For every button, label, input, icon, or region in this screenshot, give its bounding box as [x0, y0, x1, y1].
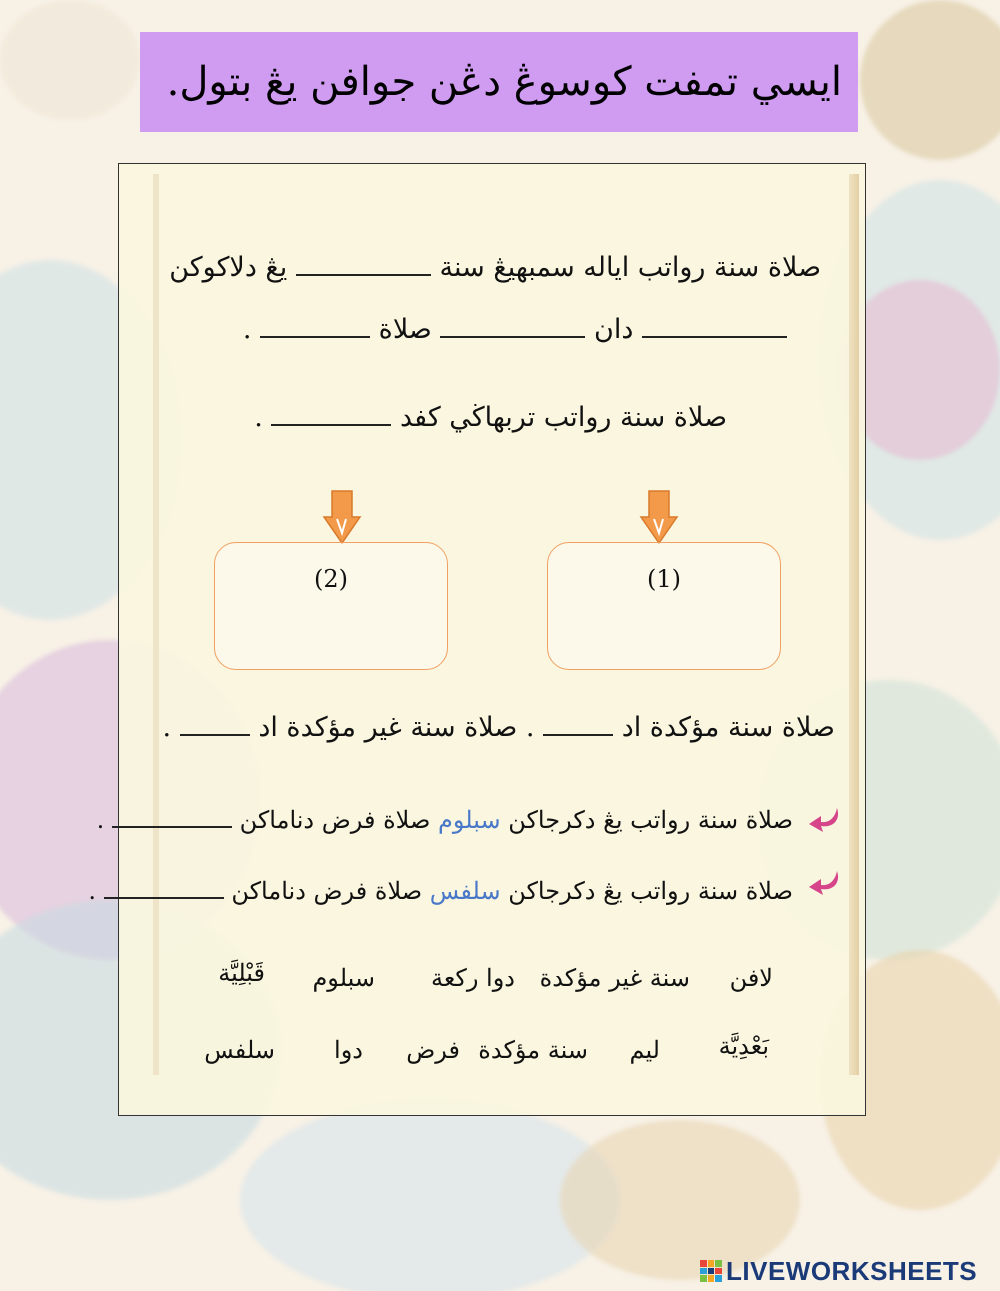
question-4 [97, 806, 793, 834]
word-bank-item[interactable]: لافن [729, 964, 773, 992]
word-bank-item[interactable]: دوا ركعة [430, 964, 515, 992]
question-2 [254, 402, 727, 433]
answer-blank-5[interactable] [271, 404, 391, 426]
word-bank-item[interactable]: فرض [406, 1036, 460, 1064]
arrow-down-icon [639, 489, 679, 545]
q5-period: . [88, 877, 97, 905]
question-1-line-1 [169, 252, 821, 283]
answer-box-1[interactable] [547, 542, 781, 670]
panel-edge-decoration [849, 174, 859, 1075]
panel-edge-decoration-left [153, 174, 159, 1075]
q1-text: صلاة سنة رواتب اياله سمبهيڠ سنة [439, 252, 821, 283]
q4-period: . [96, 806, 105, 834]
q2-period: . [254, 402, 263, 433]
question-1-line-2 [243, 314, 787, 345]
arrow-down-icon [322, 489, 362, 545]
q3-part-2: . صلاة سنة غير مؤكدة اد [258, 712, 535, 743]
word-bank-item[interactable]: دوا [334, 1036, 363, 1064]
answer-box-2[interactable] [214, 542, 448, 670]
curved-arrow-icon [807, 867, 845, 899]
q1-solat: صلاة [378, 314, 432, 345]
answer-blank-4[interactable] [260, 316, 370, 338]
answer-blank-7[interactable] [180, 714, 250, 736]
page-title: ايسي تمفت كوسوڠ دڠن جوافن يڠ بتول. [166, 59, 842, 105]
q5-text-after: صلاة فرض دناماكن [231, 877, 423, 905]
word-bank-item[interactable]: سنة مؤكدة [478, 1036, 588, 1064]
word-bank-item[interactable]: سنة غير مؤكدة [539, 964, 690, 992]
q1-text-end: يڠ دلاكوكن [169, 252, 288, 283]
word-bank-item[interactable]: سبلوم [312, 964, 375, 992]
q3-period: . [162, 712, 172, 743]
word-bank-item[interactable]: قَبْلِيَّة [218, 959, 265, 987]
answer-blank-2[interactable] [642, 316, 787, 338]
q4-highlight: سبلوم [438, 806, 501, 834]
question-3 [163, 712, 835, 743]
answer-blank-9[interactable] [104, 877, 224, 899]
answer-blank-3[interactable] [440, 316, 585, 338]
q4-text-before: صلاة سنة رواتب يڠ دكرجاكن [508, 806, 793, 834]
q1-period: . [242, 314, 252, 345]
logo-text: LIVEWORKSHEETS [726, 1255, 978, 1286]
liveworksheets-logo [700, 1256, 977, 1286]
word-bank-item[interactable]: بَعْدِيَّة [718, 1032, 769, 1060]
word-bank-item[interactable]: سلفس [204, 1036, 275, 1064]
word-bank-item[interactable]: ليم [629, 1036, 660, 1064]
curved-arrow-icon [807, 804, 845, 836]
answer-blank-1[interactable] [296, 254, 431, 276]
q5-text-before: صلاة سنة رواتب يڠ دكرجاكن [508, 877, 793, 905]
worksheet-panel [88, 163, 866, 1116]
q2-text: صلاة سنة رواتب تربهاڬي كفد [399, 402, 727, 433]
q1-dan: دان [594, 314, 634, 345]
answer-blank-8[interactable] [112, 806, 232, 828]
q3-part-1: صلاة سنة مؤكدة اد [621, 712, 835, 743]
box-2-label: (2) [314, 565, 348, 593]
q5-highlight: سلفس [429, 877, 501, 905]
box-1-label: (1) [647, 565, 681, 593]
logo-mark-icon [700, 1260, 722, 1282]
answer-blank-6[interactable] [543, 714, 613, 736]
question-5 [88, 877, 793, 905]
title-banner [140, 32, 858, 132]
q4-text-after: صلاة فرض دناماكن [239, 806, 431, 834]
